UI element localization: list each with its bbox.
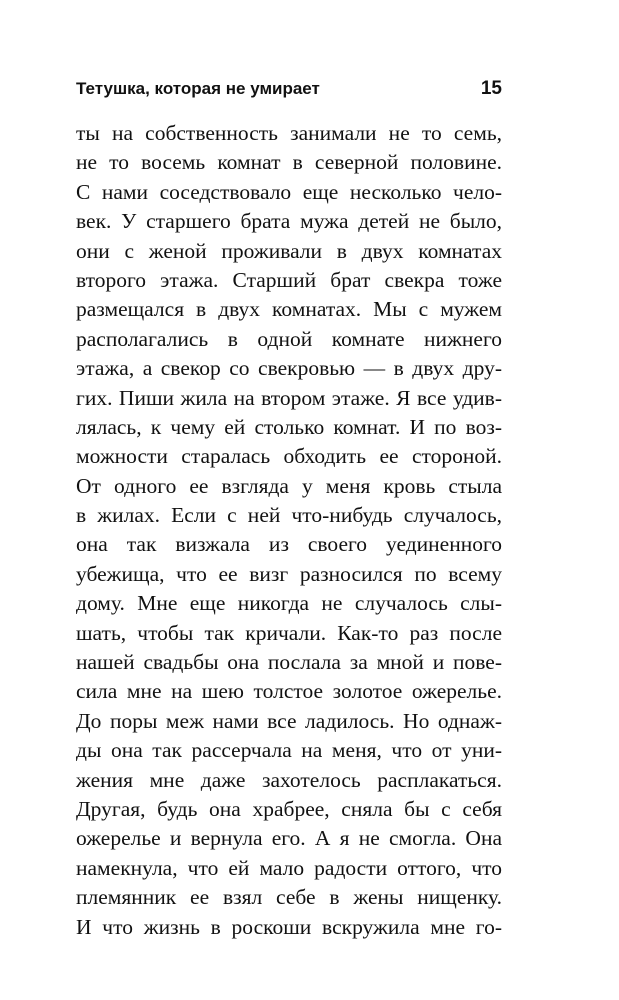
text-line: С нами соседствовало еще несколько чело-	[76, 179, 502, 204]
text-line: она так визжала из своего уединенного	[76, 532, 502, 557]
text-line: сила мне на шею толстое золотое ожерелье.	[76, 679, 502, 704]
body-text	[76, 119, 502, 942]
text-line: гих. Пиши жила на втором этаже. Я все удив-	[76, 385, 502, 410]
text-line: дому. Мне еще никогда не случалось слы-	[76, 591, 502, 616]
text-line: располагались в одной комнате нижнего	[76, 326, 502, 351]
text-line: Другая, будь она храбрее, сняла бы с себя	[76, 796, 502, 821]
text-line: они с женой проживали в двух комнатах	[76, 238, 502, 263]
text-line: не то восемь комнат в северной половине.	[76, 150, 502, 175]
text-line: ты на собственность занимали не то семь,	[76, 121, 502, 145]
text-line: ды она так рассерчала на меня, что от уни-	[76, 738, 502, 763]
text-line: нашей свадьбы она послала за мной и пове-	[76, 650, 502, 675]
text-line: второго этажа. Старший брат свекра тоже	[76, 267, 502, 292]
text-line: намекнула, что ей мало радости оттого, что	[76, 855, 502, 880]
text-line: век. У старшего брата мужа детей не было,	[76, 209, 502, 234]
text-line: племянник ее взял себе в жены нищенку.	[76, 885, 502, 910]
text-line: в жилах. Если с ней что-нибудь случалось,	[76, 503, 502, 528]
page-number: 15	[480, 78, 502, 99]
text-line: размещался в двух комнатах. Мы с мужем	[76, 297, 502, 322]
text-line: И что жизнь в роскоши вскружила мне го-	[76, 914, 502, 939]
text-line: убежища, что ее визг разносился по всему	[76, 561, 502, 586]
text-line: жения мне даже захотелось расплакаться.	[76, 767, 502, 792]
text-line: шать, чтобы так кричали. Как-то раз после	[76, 620, 502, 645]
text-line: ожерелье и вернула его. А я не смогла. Она	[76, 826, 502, 851]
book-title: Тетушка, которая не умирает	[76, 79, 320, 98]
running-head	[76, 78, 502, 100]
text-line: До поры меж нами все ладилось. Но однаж-	[76, 708, 502, 733]
text-line: можности старалась обходить ее стороной.	[76, 444, 502, 469]
text-line: От одного ее взгляда у меня кровь стыла	[76, 473, 502, 498]
text-line: этажа, а свекор со свекровью — в двух дру-	[76, 356, 502, 381]
text-line: лялась, к чему ей столько комнат. И по воз-	[76, 414, 502, 439]
